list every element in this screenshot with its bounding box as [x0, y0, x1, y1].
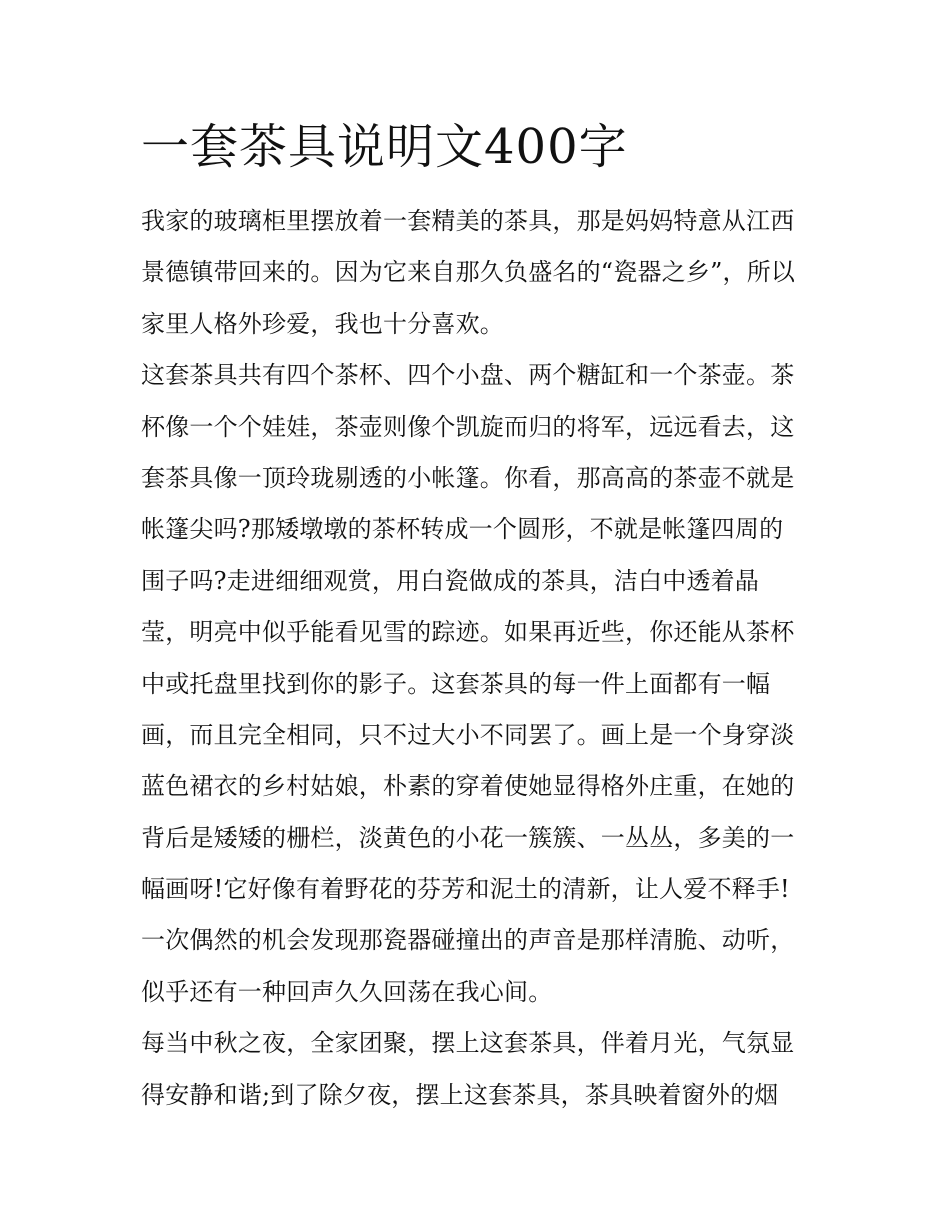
article-body — [141, 196, 811, 1121]
text-line: 景德镇带回来的。因为它来自那久负盛名的“瓷器之乡”，所以 — [141, 258, 796, 287]
text-line: 围子吗?走进细细观赏，用白瓷做成的茶具，洁白中透着晶 — [141, 566, 760, 595]
text-line: 幅画呀!它好像有着野花的芬芳和泥土的清新，让人爱不释手! — [141, 875, 790, 904]
text-line: 背后是矮矮的栅栏，淡黄色的小花一簇簇、一丛丛，多美的一 — [141, 823, 795, 852]
text-line: 得安静和谐;到了除夕夜，摆上这套茶具，茶具映着窗外的烟 — [141, 1080, 779, 1109]
text-line: 蓝色裙衣的乡村姑娘，朴素的穿着使她显得格外庄重，在她的 — [141, 772, 795, 801]
text-line: 每当中秋之夜，全家团聚，摆上这套茶具，伴着月光，气氛显 — [141, 1029, 795, 1058]
text-line: 杯像一个个娃娃，茶壶则像个凯旋而归的将军，远远看去，这 — [141, 412, 795, 441]
text-line: 这套茶具共有四个茶杯、四个小盘、两个糖缸和一个茶壶。茶 — [141, 361, 795, 390]
text-line: 我家的玻璃柜里摆放着一套精美的茶具，那是妈妈特意从江西 — [141, 207, 795, 235]
text-line: 家里人格外珍爱，我也十分喜欢。 — [141, 309, 504, 338]
text-line: 套茶具像一顶玲珑剔透的小帐篷。你看，那高高的茶壶不就是 — [141, 463, 795, 492]
text-line: 似乎还有一种回声久久回荡在我心间。 — [141, 977, 553, 1006]
text-line: 莹，明亮中似乎能看见雪的踪迹。如果再近些，你还能从茶杯 — [141, 618, 795, 647]
text-line: 帐篷尖吗?那矮墩墩的茶杯转成一个圆形，不就是帐篷四周的 — [141, 515, 784, 544]
text-line: 一次偶然的机会发现那瓷器碰撞出的声音是那样清脆、动听， — [141, 926, 795, 955]
text-line: 画，而且完全相同，只不过大小不同罢了。画上是一个身穿淡 — [141, 720, 795, 749]
page-title: 一套茶具说明文400字 — [141, 119, 628, 175]
text-line: 中或托盘里找到你的影子。这套茶具的每一件上面都有一幅 — [141, 669, 771, 698]
